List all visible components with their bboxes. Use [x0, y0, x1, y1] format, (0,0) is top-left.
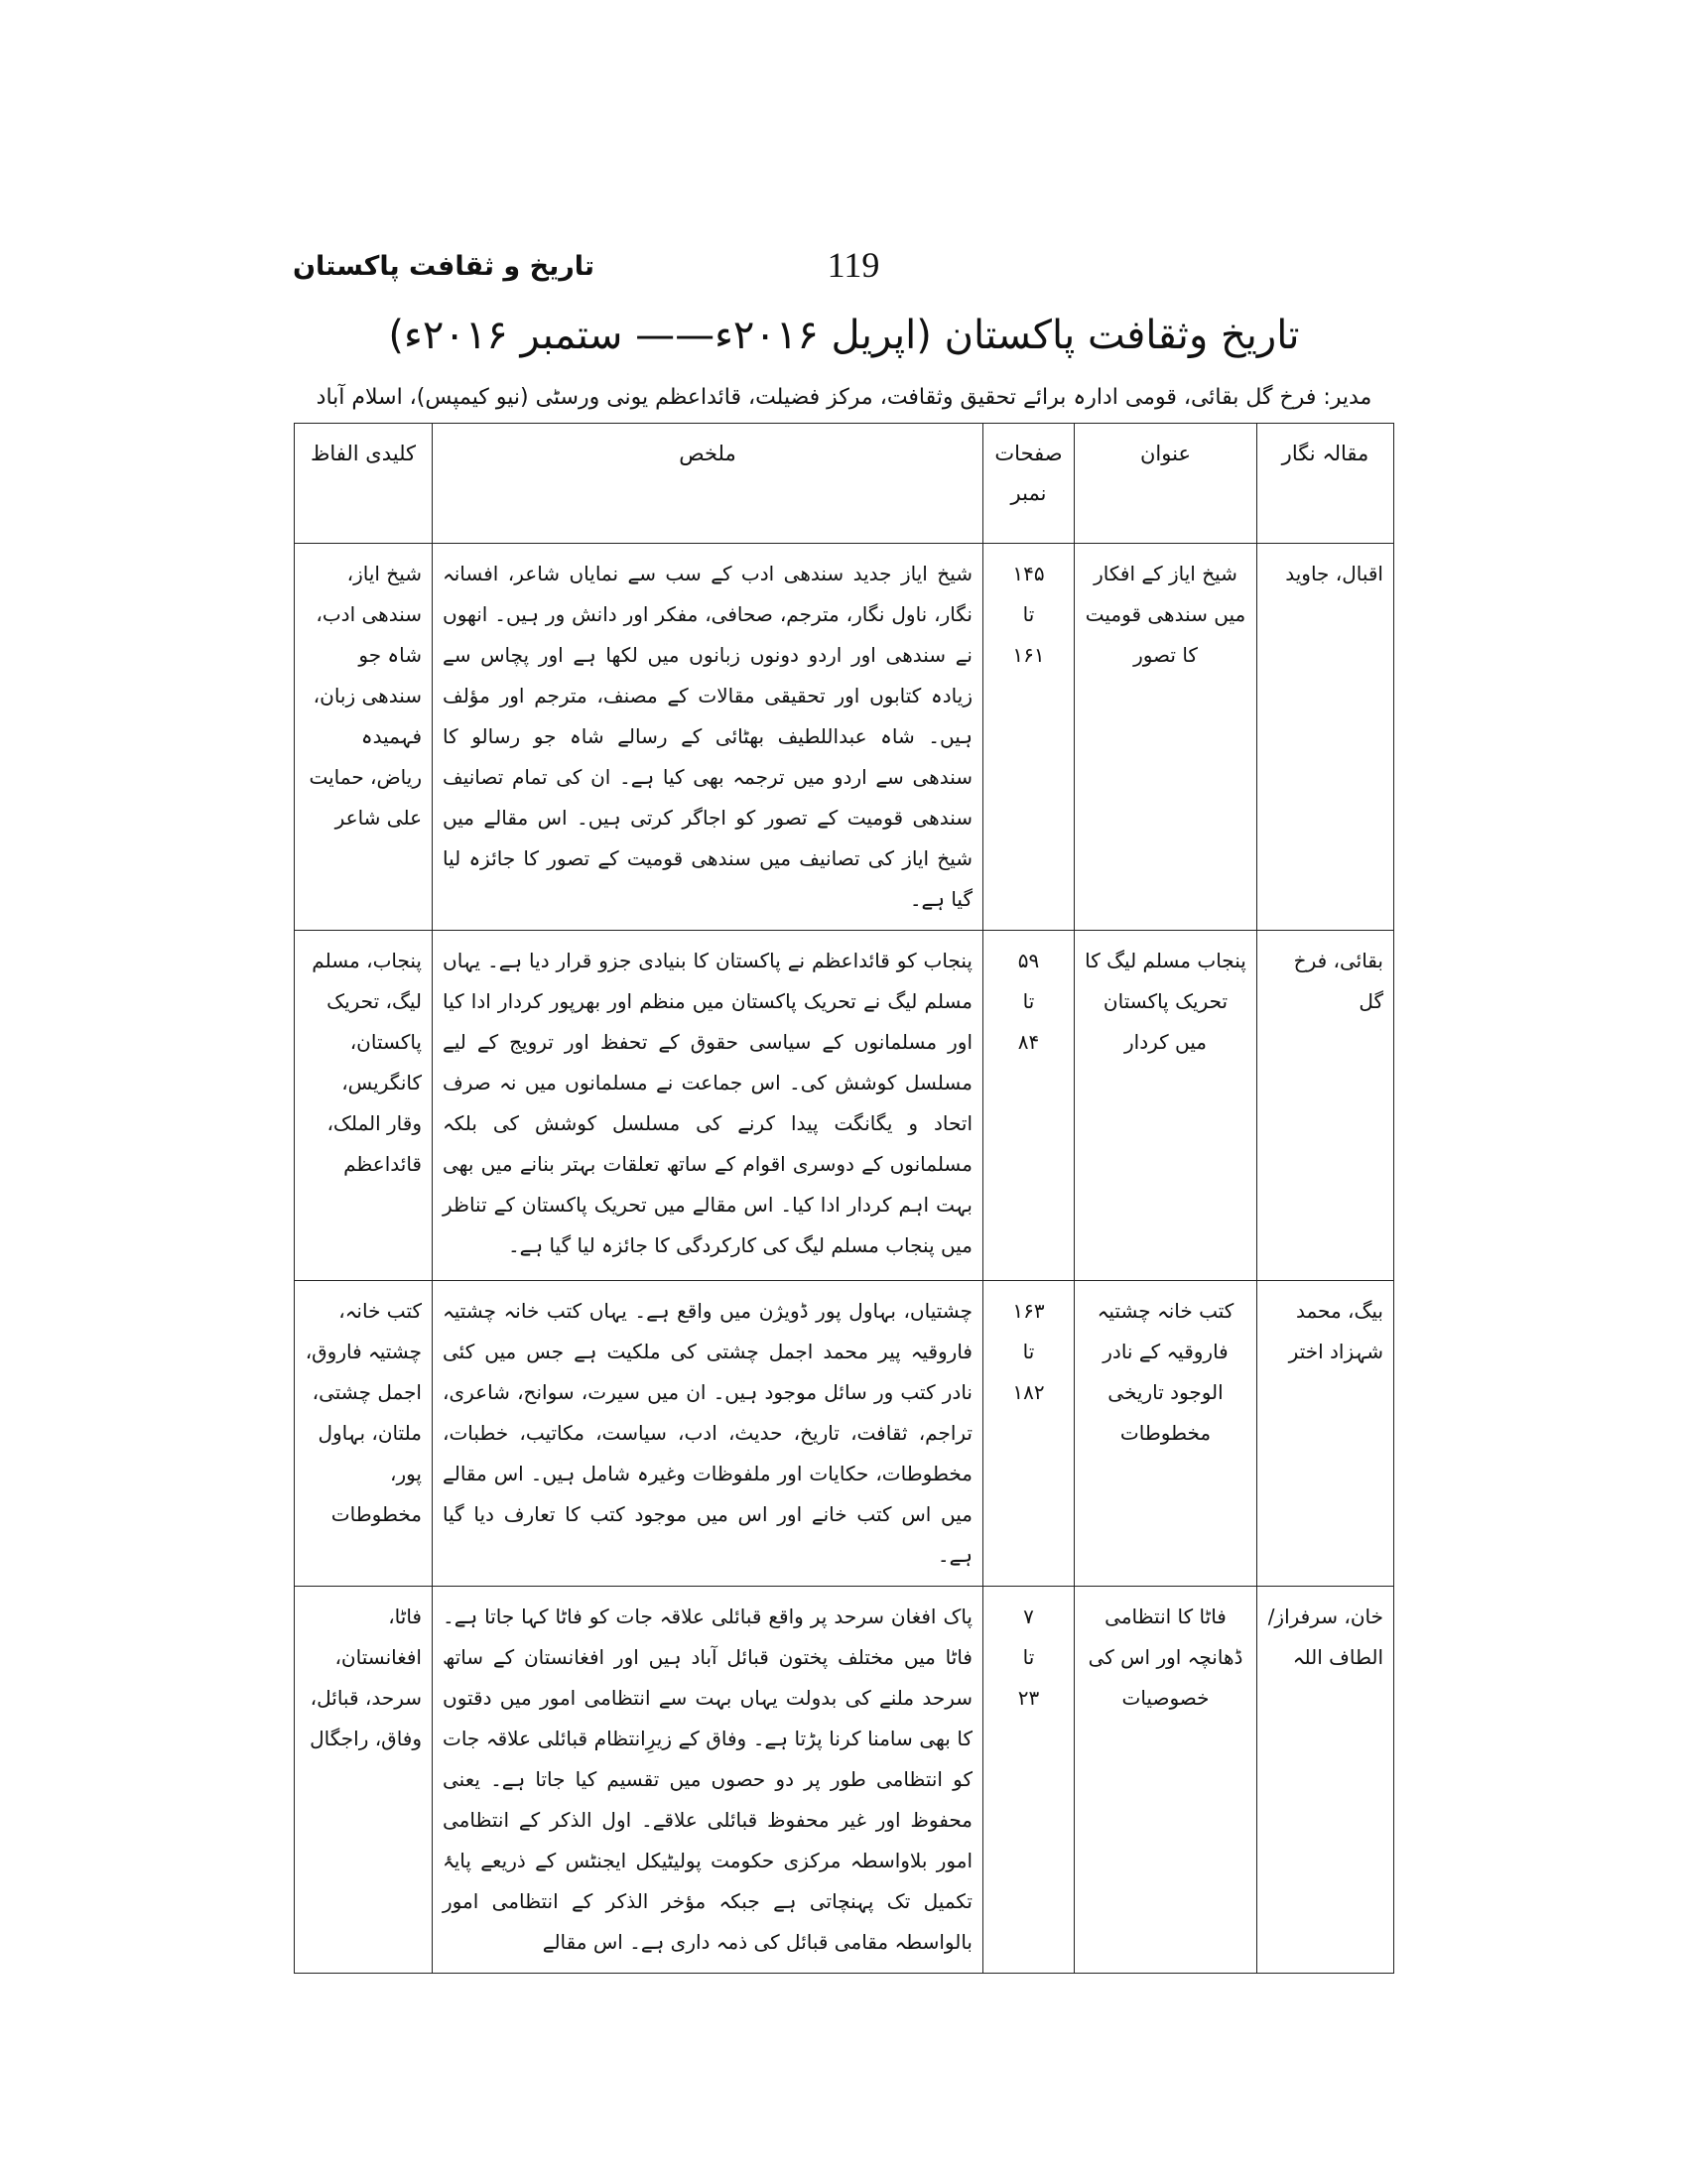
pages-to: ۲۳ — [1017, 1686, 1040, 1710]
page-subtitle: مدیر: فرخ گل بقائی، قومی ادارہ برائے تحقیق وثقافت، مرکز فضیلت، قائداعظم یونی ورسٹی (نیو کیمپس)، اسلام آباد — [316, 385, 1372, 410]
table-row — [295, 1587, 1394, 1974]
header-pages: صفحات نمبر — [983, 424, 1075, 544]
keywords-cell: کتب خانہ، چشتیہ فاروق، اجمل چشتی، ملتان، بہاول پور، مخطوطات — [295, 1281, 433, 1587]
abstract-cell: پاک افغان سرحد پر واقع قبائلی علاقہ جات کو فاٹا کہا جاتا ہے۔ فاٹا میں مختلف پختون قبائل آباد ہیں اور افغانستان کے ساتھ سرحد ملنے کی بدولت یہاں بہت سے انتظامی امور میں دقتوں کا بھی سامنا کرنا پڑتا ہے۔ وفاق کے زیرِانتظام قبائلی علاقہ جات کو انتظامی طور پر دو حصوں میں تقسیم کیا جاتا ہے۔ یعنی محفوظ اور غیر محفوظ قبائلی علاقے۔ اول الذکر کے انتظامی امور بلاواسطہ مرکزی حکومت پولیٹیکل ایجنٹس کے ذریعے پایۂ تکمیل تک پہنچاتی ہے جبکہ مؤخر الذکر کے انتظامی امور بالواسطہ مقامی قبائل کی ذمہ داری ہے۔ اس مقالے — [433, 1587, 983, 1974]
pages-separator: تا — [1022, 1645, 1035, 1669]
journal-running-head: تاریخ و ثقافت پاکستان — [293, 251, 595, 282]
table-row — [295, 544, 1394, 931]
table-header-row — [295, 424, 1394, 544]
keywords-cell: پنجاب، مسلم لیگ، تحریک پاکستان، کانگریس، وقار الملک، قائداعظم — [295, 931, 433, 1281]
table-row — [295, 1281, 1394, 1587]
pages-to: ۱۸۲ — [1012, 1380, 1045, 1404]
pages-separator: تا — [1022, 989, 1035, 1013]
pages-cell — [983, 931, 1075, 1281]
header-author: مقالہ نگار — [1257, 424, 1394, 544]
pages-to: ۸۴ — [1017, 1030, 1040, 1054]
pages-to: ۱۶۱ — [1012, 643, 1045, 667]
keywords-cell: فاٹا، افغانستان، سرحد، قبائل، وفاق، راجگال — [295, 1587, 433, 1974]
abstract-cell: شیخ ایاز جدید سندھی ادب کے سب سے نمایاں شاعر، افسانہ نگار، ناول نگار، مترجم، صحافی، مفکر اور دانش ور ہیں۔ انھوں نے سندھی اور اردو دونوں زبانوں میں لکھا ہے اور پچاس سے زیادہ کتابوں اور تحقیقی مقالات کے مصنف، مترجم اور مؤلف ہیں۔ شاہ عبداللطیف بھٹائی کے رسالے شاہ جو رسالو کا سندھی سے اردو میں ترجمہ بھی کیا ہے۔ ان کی تمام تصانیف سندھی قومیت کے تصور کو اجاگر کرتی ہیں۔ اس مقالے میں شیخ ایاز کی تصانیف میں سندھی قومیت کے تصور کا جائزہ لیا گیا ہے۔ — [433, 544, 983, 931]
title-cell: فاٹا کا انتظامی ڈھانچہ اور اس کی خصوصیات — [1075, 1587, 1257, 1974]
abstract-cell: پنجاب کو قائداعظم نے پاکستان کا بنیادی جزو قرار دیا ہے۔ یہاں مسلم لیگ نے تحریک پاکستان میں منظم اور بھرپور کردار ادا کیا اور مسلمانوں کے سیاسی حقوق کے تحفظ اور ترویج کے لیے مسلسل کوشش کی۔ اس جماعت نے مسلمانوں میں نہ صرف اتحاد و یگانگت پیدا کرنے کی مسلسل کوشش کی بلکہ مسلمانوں کے دوسری اقوام کے ساتھ تعلقات بہتر بنانے میں بھی بہت اہم کردار ادا کیا۔ اس مقالے میں تحریک پاکستان کے تناظر میں پنجاب مسلم لیگ کی کارکردگی کا جائزہ لیا گیا ہے۔ — [433, 931, 983, 1281]
author-cell: اقبال، جاوید — [1257, 544, 1394, 931]
author-cell: خان، سرفراز/ الطاف اللہ — [1257, 1587, 1394, 1974]
pages-separator: تا — [1022, 602, 1035, 626]
pages-cell — [983, 1587, 1075, 1974]
author-cell: بقائی، فرخ گل — [1257, 931, 1394, 1281]
page-title: تاریخ وثقافت پاکستان (اپریل ۲۰۱۶ء—— ستمبر ۲۰۱۶ء) — [388, 313, 1300, 358]
author-cell: بیگ، محمد شہزاد اختر — [1257, 1281, 1394, 1587]
header-title: عنوان — [1075, 424, 1257, 544]
title-cell: کتب خانہ چشتیہ فاروقیہ کے نادر الوجود تاریخی مخطوطات — [1075, 1281, 1257, 1587]
pages-cell — [983, 544, 1075, 931]
title-cell: پنجاب مسلم لیگ کا تحریک پاکستان میں کردار — [1075, 931, 1257, 1281]
page-number: 119 — [827, 245, 880, 285]
title-cell: شیخ ایاز کے افکار میں سندھی قومیت کا تصور — [1075, 544, 1257, 931]
header-keywords: کلیدی الفاظ — [295, 424, 433, 544]
abstract-cell: چشتیاں، بہاول پور ڈویژن میں واقع ہے۔ یہاں کتب خانہ چشتیہ فاروقیہ پیر محمد اجمل چشتی کی ملکیت ہے جس میں کئی نادر کتب ور سائل موجود ہیں۔ ان میں سیرت، سوانح، شاعری، تراجم، ثقافت، تاریخ، حدیث، ادب، سیاست، مکاتیب، خطبات، مخطوطات، حکایات اور ملفوظات وغیرہ شامل ہیں۔ اس مقالے میں اس کتب خانے اور اس میں موجود کتب کا تعارف دیا گیا ہے۔ — [433, 1281, 983, 1587]
pages-separator: تا — [1022, 1340, 1035, 1363]
pages-cell — [983, 1281, 1075, 1587]
pages-from: ۷ — [1023, 1605, 1034, 1628]
pages-from: ۵۹ — [1017, 949, 1040, 972]
pages-from: ۱۶۳ — [1012, 1299, 1045, 1323]
header-abstract: ملخص — [433, 424, 983, 544]
keywords-cell: شیخ ایاز، سندھی ادب، شاہ جو سندھی زبان، فہمیدہ ریاض، حمایت علی شاعر — [295, 544, 433, 931]
table-row — [295, 931, 1394, 1281]
articles-table — [294, 423, 1394, 1974]
pages-from: ۱۴۵ — [1012, 562, 1045, 585]
